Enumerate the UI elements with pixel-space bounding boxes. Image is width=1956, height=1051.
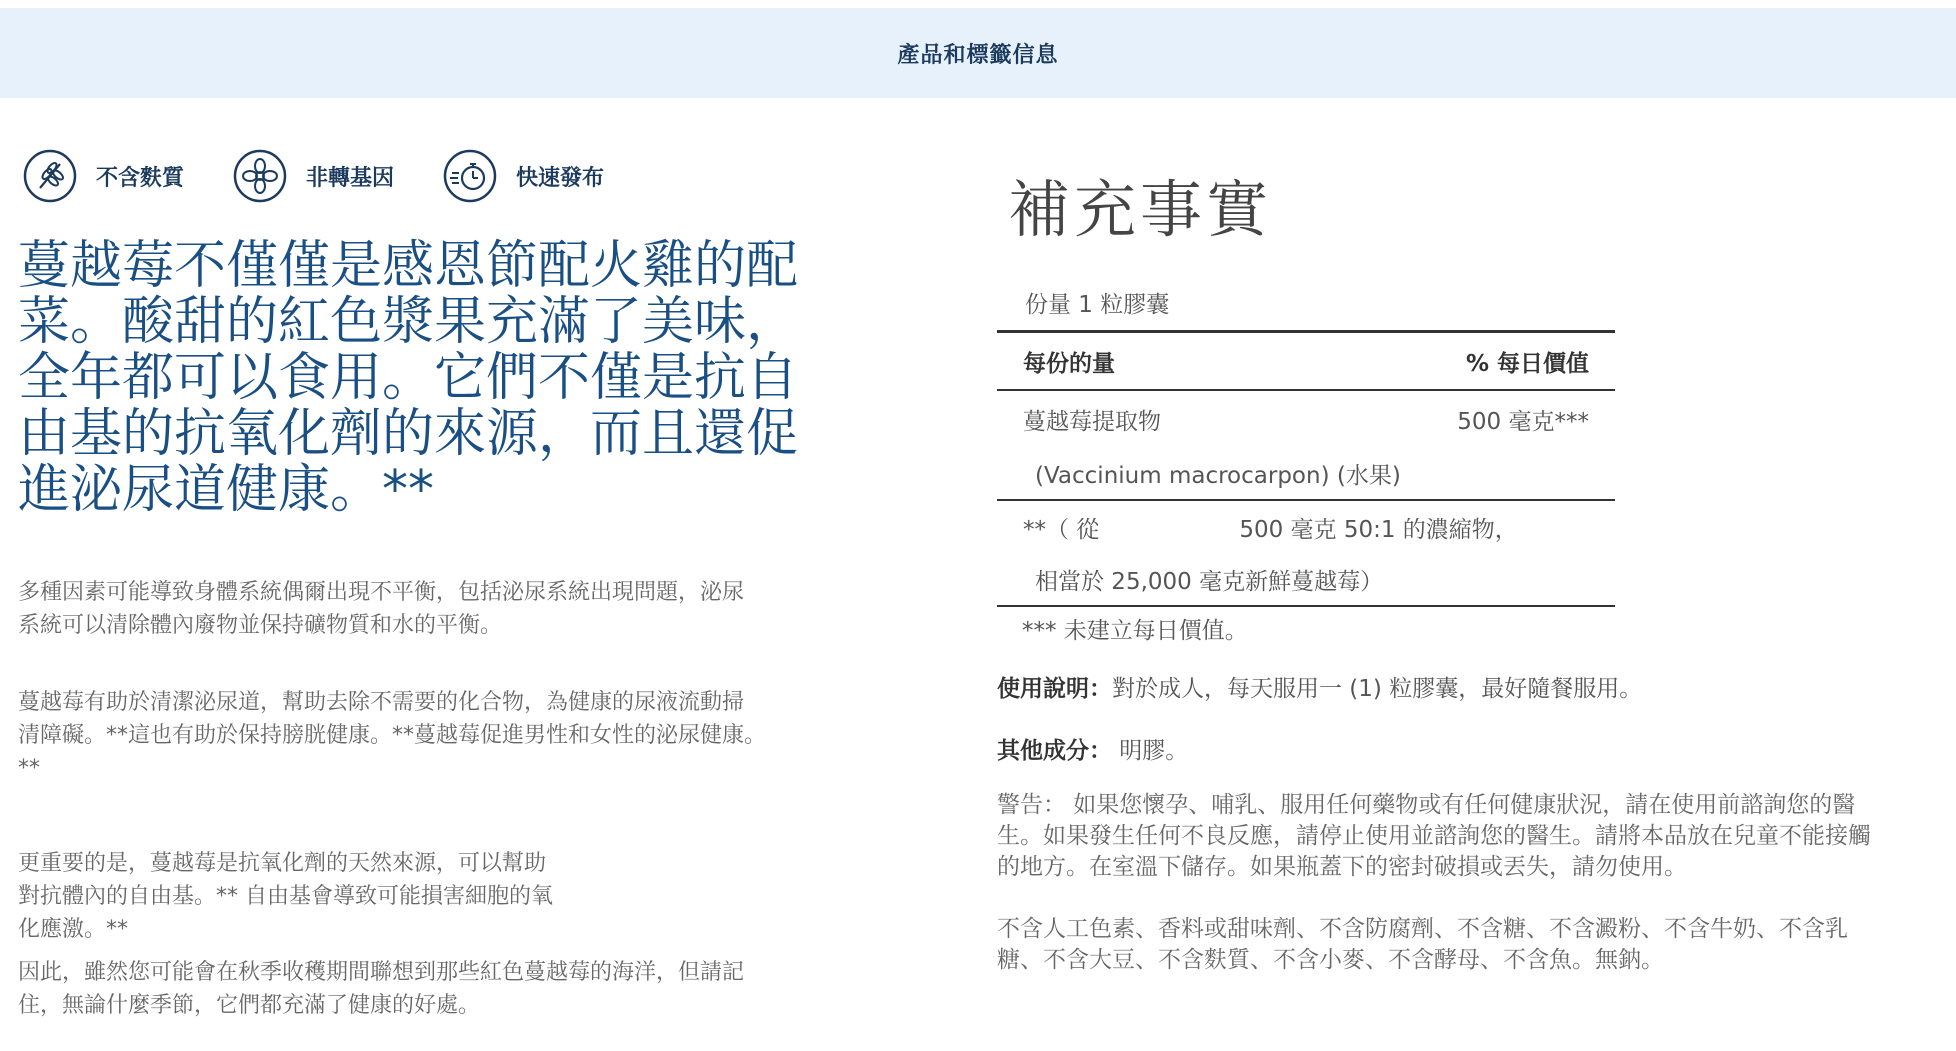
paragraph-line: 化應激。** xyxy=(18,917,129,942)
ingredient-latin: (Vaccinium macrocarpon) (水果) xyxy=(1035,462,1401,489)
warning-line: 的地方。在室溫下儲存。如果瓶蓋下的密封破損或丟失，請勿使用。 xyxy=(997,854,1687,880)
usage-directions xyxy=(997,670,1642,703)
daily-value-footnote: *** 未建立每日價值。 xyxy=(1022,618,1248,644)
feature-badges xyxy=(22,148,652,204)
badge-fast-release xyxy=(442,148,604,204)
warning-text xyxy=(997,790,1937,883)
headline-line: 菜。酸甜的紅色漿果充滿了美味， xyxy=(18,292,799,352)
stopwatch-icon xyxy=(442,148,498,204)
supplement-facts-title: 補充事實 xyxy=(1008,173,1273,246)
table-rule xyxy=(997,605,1615,607)
paragraph-line: 更重要的是，蔓越莓是抗氧化劑的天然來源，可以幫助 xyxy=(18,851,547,876)
product-headline xyxy=(18,238,818,518)
paragraph-line: ** xyxy=(18,756,40,781)
usage-text: 對於成人，每天服用一 (1) 粒膠囊，最好隨餐服用。 xyxy=(1112,676,1643,702)
badge-gluten-free xyxy=(22,148,184,204)
paragraph-line: 對抗體內的自由基。** 自由基會導致可能損害細胞的氧 xyxy=(18,884,553,909)
note-line-2: 相當於 25,000 毫克新鮮蔓越莓） xyxy=(1035,568,1384,595)
table-row xyxy=(997,501,1615,553)
badge-label: 非轉基因 xyxy=(306,165,395,191)
table-row xyxy=(997,553,1615,605)
paragraph-line: 蔓越莓有助於清潔泌尿道，幫助去除不需要的化合物，為健康的尿液流動掃 xyxy=(18,690,745,715)
supplement-facts-table xyxy=(997,330,1615,607)
description-paragraph-1 xyxy=(18,576,848,642)
badge-non-gmo xyxy=(232,148,394,204)
other-ingredients xyxy=(997,732,1188,765)
description-paragraph-3 xyxy=(18,847,618,946)
wheat-icon xyxy=(22,148,78,204)
headline-line: 進泌尿道健康。** xyxy=(18,460,435,520)
note-prefix: **（ 從 xyxy=(1023,516,1100,543)
ingredient-name: 蔓越莓提取物 xyxy=(1023,408,1161,435)
note-middle: 500 毫克 50:1 的濃縮物， xyxy=(1239,516,1518,543)
amount-per-serving-header: 每份的量 xyxy=(1023,350,1115,377)
table-row xyxy=(997,447,1615,499)
paragraph-line: 系統可以清除體內廢物並保持礦物質和水的平衡。 xyxy=(18,613,503,638)
paragraph-line: 多種因素可能導致身體系統偶爾出現不平衡，包括泌尿系統出現問題，泌尿 xyxy=(18,580,745,605)
paragraph-line: 清障礙。**這也有助於保持膀胱健康。**蔓越莓促進男性和女性的泌尿健康。 xyxy=(18,723,767,748)
description-paragraph-2 xyxy=(18,686,848,785)
paragraph-line: 因此，雖然您可能會在秋季收穫期間聯想到那些紅色蔓越莓的海洋，但請記 xyxy=(18,960,745,985)
warning-line: 生。如果發生任何不良反應，請停止使用並諮詢您的醫生。請將本品放在兒童不能接觸 xyxy=(997,823,1871,849)
other-label: 其他成分： xyxy=(997,738,1112,764)
usage-label: 使用說明： xyxy=(997,676,1112,702)
free-from-line: 不含人工色素、香料或甜味劑、不含防腐劑、不含糖、不含澱粉、不含牛奶、不含乳 xyxy=(997,916,1848,942)
headline-line: 全年都可以食用。它們不僅是抗自 xyxy=(18,348,799,408)
free-from-line: 糖、不含大豆、不含麩質、不含小麥、不含酵母、不含魚。無鈉。 xyxy=(997,947,1664,973)
table-header-row xyxy=(997,333,1615,389)
description-paragraph-4 xyxy=(18,956,848,1022)
free-from-text xyxy=(997,914,1937,976)
tab-title: 產品和標籤信息 xyxy=(897,42,1059,68)
paragraph-line: 住，無論什麼季節，它們都充滿了健康的好處。 xyxy=(18,993,481,1018)
table-row xyxy=(997,391,1615,447)
flower-icon xyxy=(232,148,288,204)
warning-line: 警告： 如果您懷孕、哺乳、服用任何藥物或有任何健康狀況，請在使用前諮詢您的醫 xyxy=(997,792,1856,818)
ingredient-amount: 500 毫克*** xyxy=(1457,408,1589,435)
daily-value-header: % 每日價值 xyxy=(1465,350,1589,377)
headline-line: 由基的抗氧化劑的來源，而且還促 xyxy=(18,404,799,464)
badge-label: 不含麩質 xyxy=(96,165,185,191)
other-text: 明膠。 xyxy=(1112,738,1189,764)
headline-line: 蔓越莓不僅僅是感恩節配火雞的配 xyxy=(18,236,799,296)
badge-label: 快速發布 xyxy=(516,165,605,191)
product-label-tab[interactable] xyxy=(0,8,1956,98)
serving-size: 份量 1 粒膠囊 xyxy=(1025,292,1170,318)
